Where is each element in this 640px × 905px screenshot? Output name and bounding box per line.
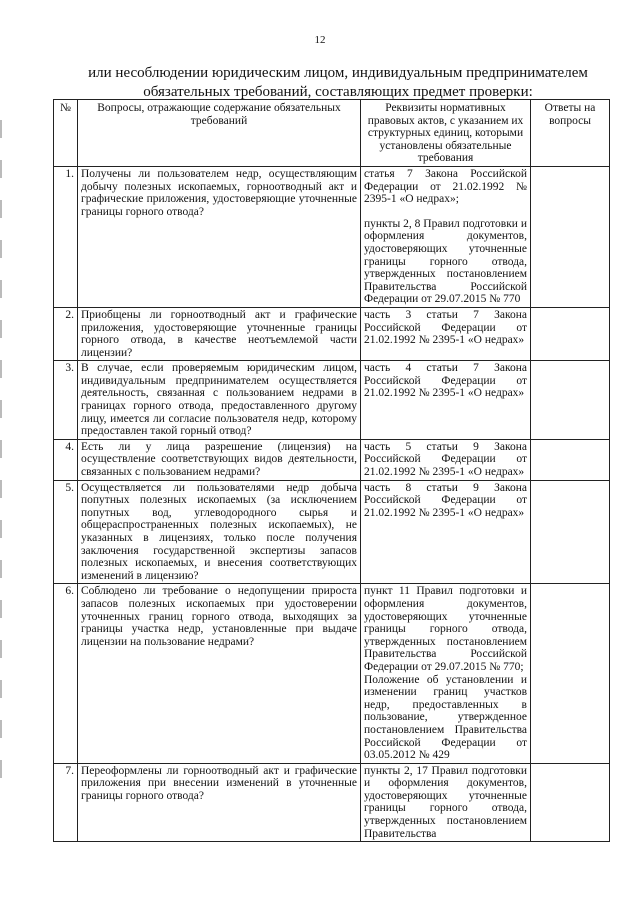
page-number: 12	[314, 34, 326, 46]
reference-part: пункты 2, 17 Правил подготовки и оформления документов, удостоверяющих уточненные границы горного отвода, утвержденных постановлением Правительства	[364, 764, 527, 840]
table-row	[54, 480, 610, 584]
row-reference	[361, 439, 531, 480]
row-question: Осуществляется ли пользователями недр добыча попутных полезных ископаемых (за исключением попутных вод, углеводородного сырья и общераспространенных полезных ископаемых), не указанных в лицензиях, только после получения заключения государственной экспертизы запасов полезных ископаемых, и внесения соответствующих изменений в лицензию?	[78, 480, 361, 584]
row-question: Переоформлены ли горноотводный акт и графические приложения при внесении изменений в уточненные границы горного отвода?	[78, 763, 361, 842]
row-answer	[531, 361, 610, 440]
row-answer	[531, 439, 610, 480]
reference-part: часть 3 статьи 7 Закона Российской Федерации от 21.02.1992 № 2395-1 «О недрах»	[364, 308, 527, 347]
row-answer	[531, 307, 610, 360]
row-reference	[361, 584, 531, 763]
row-number: 1.	[54, 166, 78, 307]
row-number: 2.	[54, 307, 78, 360]
row-reference	[361, 480, 531, 584]
row-question: Получены ли пользователем недр, осуществляющим добычу полезных ископаемых, горноотводный акт и графические приложения, удостоверяющие уточненные границы горного отвода?	[78, 166, 361, 307]
table-row	[54, 439, 610, 480]
row-question: Есть ли у лица разрешение (лицензия) на осуществление соответствующих видов деятельности, связанных с пользованием недрами?	[78, 439, 361, 480]
row-answer	[531, 763, 610, 842]
scan-edge-mark	[0, 120, 2, 780]
reference-part: часть 8 статьи 9 Закона Российской Федерации от 21.02.1992 № 2395-1 «О недрах»	[364, 481, 527, 519]
table-row	[54, 361, 610, 440]
table-row	[54, 166, 610, 307]
table-row	[54, 584, 610, 763]
table-header-row	[54, 100, 610, 167]
row-answer	[531, 584, 610, 763]
row-question: Соблюдено ли требование о недопущении прироста запасов полезных ископаемых при удостоверении уточненных границ горного отвода, выходящих за границы участка недр, установленные при выдаче лицензии на пользование недрами?	[78, 584, 361, 763]
row-question: В случае, если проверяемым юридическим лицом, индивидуальным предпринимателем осуществляется деятельность, связанная с пользованием недрами в границах горного отвода, предоставленного другому лицу, имеется ли согласие пользователя недр, которому предоставлен такой горный отвод?	[78, 361, 361, 440]
row-number: 4.	[54, 439, 78, 480]
reference-part: часть 5 статьи 9 Закона Российской Федерации от 21.02.1992 № 2395-1 «О недрах»	[364, 440, 527, 479]
header-question: Вопросы, отражающие содержание обязательных требований	[78, 100, 361, 167]
row-reference	[361, 361, 531, 440]
row-number: 5.	[54, 480, 78, 584]
reference-part: пункт 11 Правил подготовки и оформления документов, удостоверяющих уточненные границы горного отвода, утвержденных постановлением Правительства Российской Федерации от 29.07.2015 № 770;	[364, 585, 527, 673]
row-question: Приобщены ли горноотводный акт и графические приложения, удостоверяющие уточненные границы горного отвода, в качестве неотъемлемой части лицензии?	[78, 307, 361, 360]
reference-part: часть 4 статьи 7 Закона Российской Федерации от 21.02.1992 № 2395-1 «О недрах»	[364, 362, 527, 400]
header-num: №	[54, 100, 78, 167]
row-answer	[531, 166, 610, 307]
row-reference	[361, 307, 531, 360]
intro-text: или несоблюдении юридическим лицом, индивидуальным предпринимателем обязательных требований, составляющих предмет проверки:	[88, 65, 588, 100]
header-answer: Ответы на вопросы	[531, 100, 610, 167]
reference-part: Положение об установлении и изменении границ участков недр, предоставленных в пользование, утвержденное постановлением Правительства Российской Федерации от 03.05.2012 № 429	[364, 673, 527, 762]
requirements-table	[53, 99, 610, 842]
row-number: 7.	[54, 763, 78, 842]
header-reference: Реквизиты нормативных правовых актов, с указанием их структурных единиц, которыми установлены обязательные требования	[361, 100, 531, 167]
table-row	[54, 763, 610, 842]
reference-part: пункты 2, 8 Правил подготовки и оформления документов, удостоверяющих уточненные границы горного отвода, утвержденных постановлением Правительства Российской Федерации от 29.07.2015 № 770	[364, 217, 527, 306]
row-number: 3.	[54, 361, 78, 440]
row-answer	[531, 480, 610, 584]
row-reference	[361, 763, 531, 842]
reference-part: статья 7 Закона Российской Федерации от 21.02.1992 № 2395-1 «О недрах»;	[364, 167, 527, 206]
row-reference	[361, 166, 531, 307]
table-row	[54, 307, 610, 360]
row-number: 6.	[54, 584, 78, 763]
